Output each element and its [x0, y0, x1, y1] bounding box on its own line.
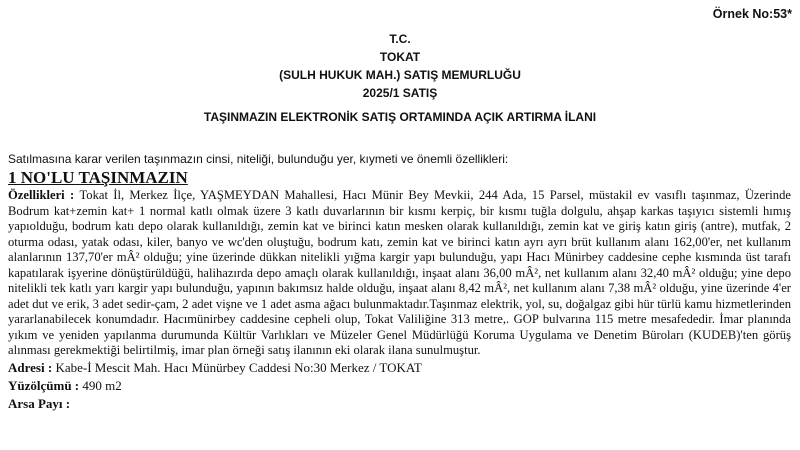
- features-paragraph: [8, 188, 791, 359]
- address-value: Kabe-İ Mescit Mah. Hacı Münürbey Caddesi No:30 Merkez / TOKAT: [55, 359, 422, 375]
- header-city: TOKAT: [379, 50, 421, 64]
- header-block: [0, 30, 800, 102]
- announcement-title-wrap: [0, 108, 800, 126]
- address-row: [8, 359, 791, 377]
- area-label: Yüzölçümü :: [8, 377, 83, 393]
- area-value: 490 m2: [82, 377, 122, 393]
- intro-text: Satılmasına karar verilen taşınmazın cinsi, niteliği, bulunduğu yer, kıymeti ve önemli özellikleri:: [8, 152, 509, 166]
- land-share-row: [8, 395, 791, 413]
- section-title: 1 NO'LU TAŞINMAZIN: [8, 168, 188, 187]
- header-tc: T.C.: [389, 32, 411, 46]
- announcement-title: TAŞINMAZIN ELEKTRONİK SATIŞ ORTAMINDA AÇIK ARTIRMA İLANI: [203, 110, 597, 124]
- land-share-label: Arsa Payı :: [8, 395, 71, 411]
- features-label: Özellikleri :: [8, 188, 80, 202]
- property-details: [8, 188, 791, 413]
- area-row: [8, 377, 791, 395]
- address-label: Adresi :: [8, 359, 56, 375]
- features-text: Tokat İl, Merkez İlçe, YAŞMEYDAN Mahallesi, Hacı Münir Bey Mevkii, 244 Ada, 15 Parsel, müstakil ev vasıflı taşınmaz, Üzerinde Bodrum kat+zemin kat+ 1 normal katlı olmak üzere 3 katlı duvarlarının bir kısmı kerpiç, bir kısmı tuğla dolgulu, ahşap karkas taşıyıcı sistemli hımış yapıolduğu, bodrum katı depo olarak kullanıldığı, zemin kat ve birinci katın mesken olarak kullanıldığı, zemin kat ve giriş katın giriş (antre), mutfak, 2 oturma odası, yatak odası, kiler, banyo ve wc'den oluştuğu, bodrum katı, zemin kat ve birinci katın ayrı ayrı brüt kullanım alanı 162,00'er, net kullanım alanlarının 137,70'er mÂ² olduğu; yine üzerinde dükkan nitelikli yığma kargir yapı bulunduğu, yapı Hacı Münirbey caddesine cephe kısmında üst tarafı kapatılarak işyerine dönüştürüldüğü, halihazırda depo amaçlı olarak kullanıldığı, inşaat alanı 36,00 mÂ², net kullanım alanı 32,40 mÂ² olduğu; yine depo nitelikli tek katlı yarı kargir yapı bulunduğu, yapının bakımsız halde olduğu, inşaat alanı 8,42 mÂ², net kullanım alanı 7,38 mÂ² olduğu, yine üzerinde 4'er adet dut ve erik, 3 adet sedir-çam, 2 adet vişne ve 1 adet asma ağacı bulunmaktadır.Taşınmaz elektrik, yol, su, doğalgaz gibi hür türlü kamu hizmetlerinden yararlanabilecek konumdadır. Hacımünirbey caddesine cepheli olup, Tokat Valiliğine 313 metre,. GOP bulvarına 115 metre mesafededir. İmar planında yıkım ve yeniden yapılanma durumunda Kültür Varlıkları ve Müzeler Genel Müdürlüğü Koruma Uygulama ve Denetim Büroları (KUDEB)'ten görüş alınması gerekmektiği belirtilmiş, imar plan örneği satış ilanının eki olarak ilana sunulmuştur.: [8, 188, 791, 357]
- sample-number: Örnek No:53*: [712, 7, 792, 21]
- header-office: (SULH HUKUK MAH.) SATIŞ MEMURLUĞU: [279, 68, 521, 82]
- header-file-number: 2025/1 SATIŞ: [362, 86, 438, 100]
